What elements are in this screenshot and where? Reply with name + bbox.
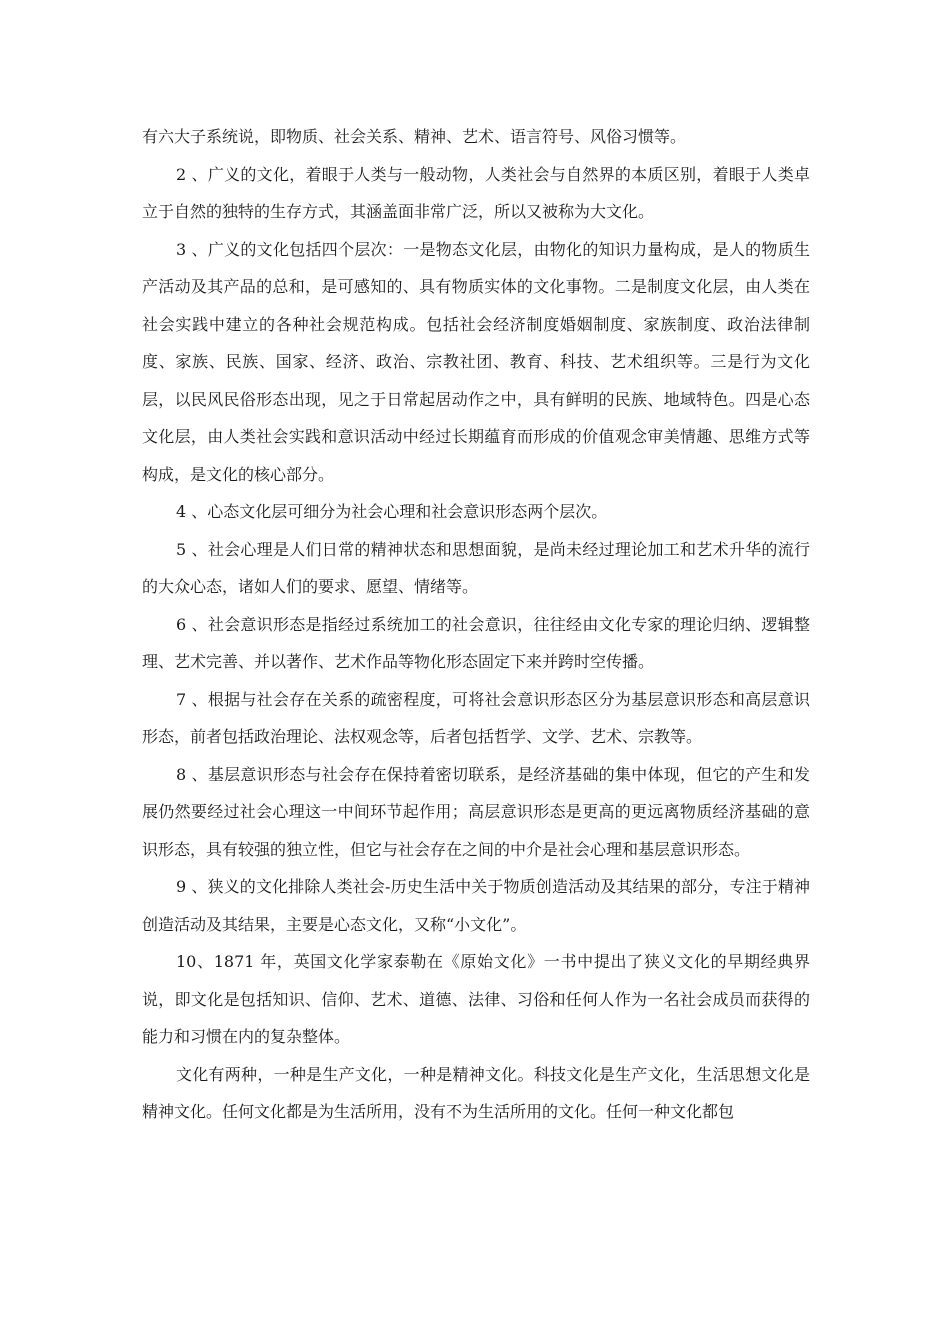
paragraph-10: 10、1871 年，英国文化学家泰勒在《原始文化》一书中提出了狭义文化的早期经典界说，即文化是包括知识、信仰、艺术、道德、法律、习俗和任何人作为一名社会成员而获得的能力和习惯在内的复杂整体。 (142, 952, 810, 1046)
paragraph-9: 9 、狭义的文化排除人类社会-历史生活中关于物质创造活动及其结果的部分，专注于精神创造活动及其结果，主要是心态文化，又称“小文化”。 (142, 877, 810, 934)
paragraph-5: 5 、社会心理是人们日常的精神状态和思想面貌，是尚未经过理论加工和艺术升华的流行的大众心态，诸如人们的要求、愿望、情绪等。 (142, 539, 810, 596)
paragraph-3: 3 、广义的文化包括四个层次：一是物态文化层，由物化的知识力量构成，是人的物质生产活动及其产品的总和，是可感知的、具有物质实体的文化事物。二是制度文化层，由人类在社会实践中建立的各种社会规范构成。包括社会经济制度婚姻制度、家族制度、政治法律制度、家族、民族、国家、经济、政治、宗教社团、教育、科技、艺术组织等。三是行为文化层，以民风民俗形态出现，见之于日常起居动作之中，具有鲜明的民族、地域特色。四是心态文化层，由人类社会实践和意识活动中经过长期蕴育而形成的价值观念审美情趣、思维方式等构成，是文化的核心部分。 (142, 239, 810, 484)
paragraph-8: 8 、基层意识形态与社会存在保持着密切联系，是经济基础的集中体现，但它的产生和发展仍然要经过社会心理这一中间环节起作用；高层意识形态是更高的更远离物质经济基础的意识形态，具有较强的独立性，但它与社会存在之间的中介是社会心理和基层意识形态。 (142, 764, 810, 859)
paragraph-11: 文化有两种，一种是生产文化，一种是精神文化。科技文化是生产文化，生活思想文化是精神文化。任何文化都是为生活所用，没有不为生活所用的文化。任何一种文化都包 (142, 1064, 810, 1121)
paragraph-6: 6 、社会意识形态是指经过系统加工的社会意识，往往经由文化专家的理论归纳、逻辑整理、艺术完善、并以著作、艺术作品等物化形态固定下来并跨时空传播。 (142, 614, 810, 671)
paragraph-7: 7 、根据与社会存在关系的疏密程度，可将社会意识形态区分为基层意识形态和高层意识形态，前者包括政治理论、法权观念等，后者包括哲学、文学、艺术、宗教等。 (142, 689, 810, 746)
paragraph-2: 2 、广义的文化，着眼于人类与一般动物，人类社会与自然界的本质区别，着眼于人类卓立于自然的独特的生存方式，其涵盖面非常广泛，所以又被称为大文化。 (142, 164, 810, 221)
paragraph-1: 有六大子系统说，即物质、社会关系、精神、艺术、语言符号、风俗习惯等。 (142, 127, 687, 146)
document-body (142, 118, 810, 1131)
paragraph-4: 4 、心态文化层可细分为社会心理和社会意识形态两个层次。 (176, 502, 608, 521)
